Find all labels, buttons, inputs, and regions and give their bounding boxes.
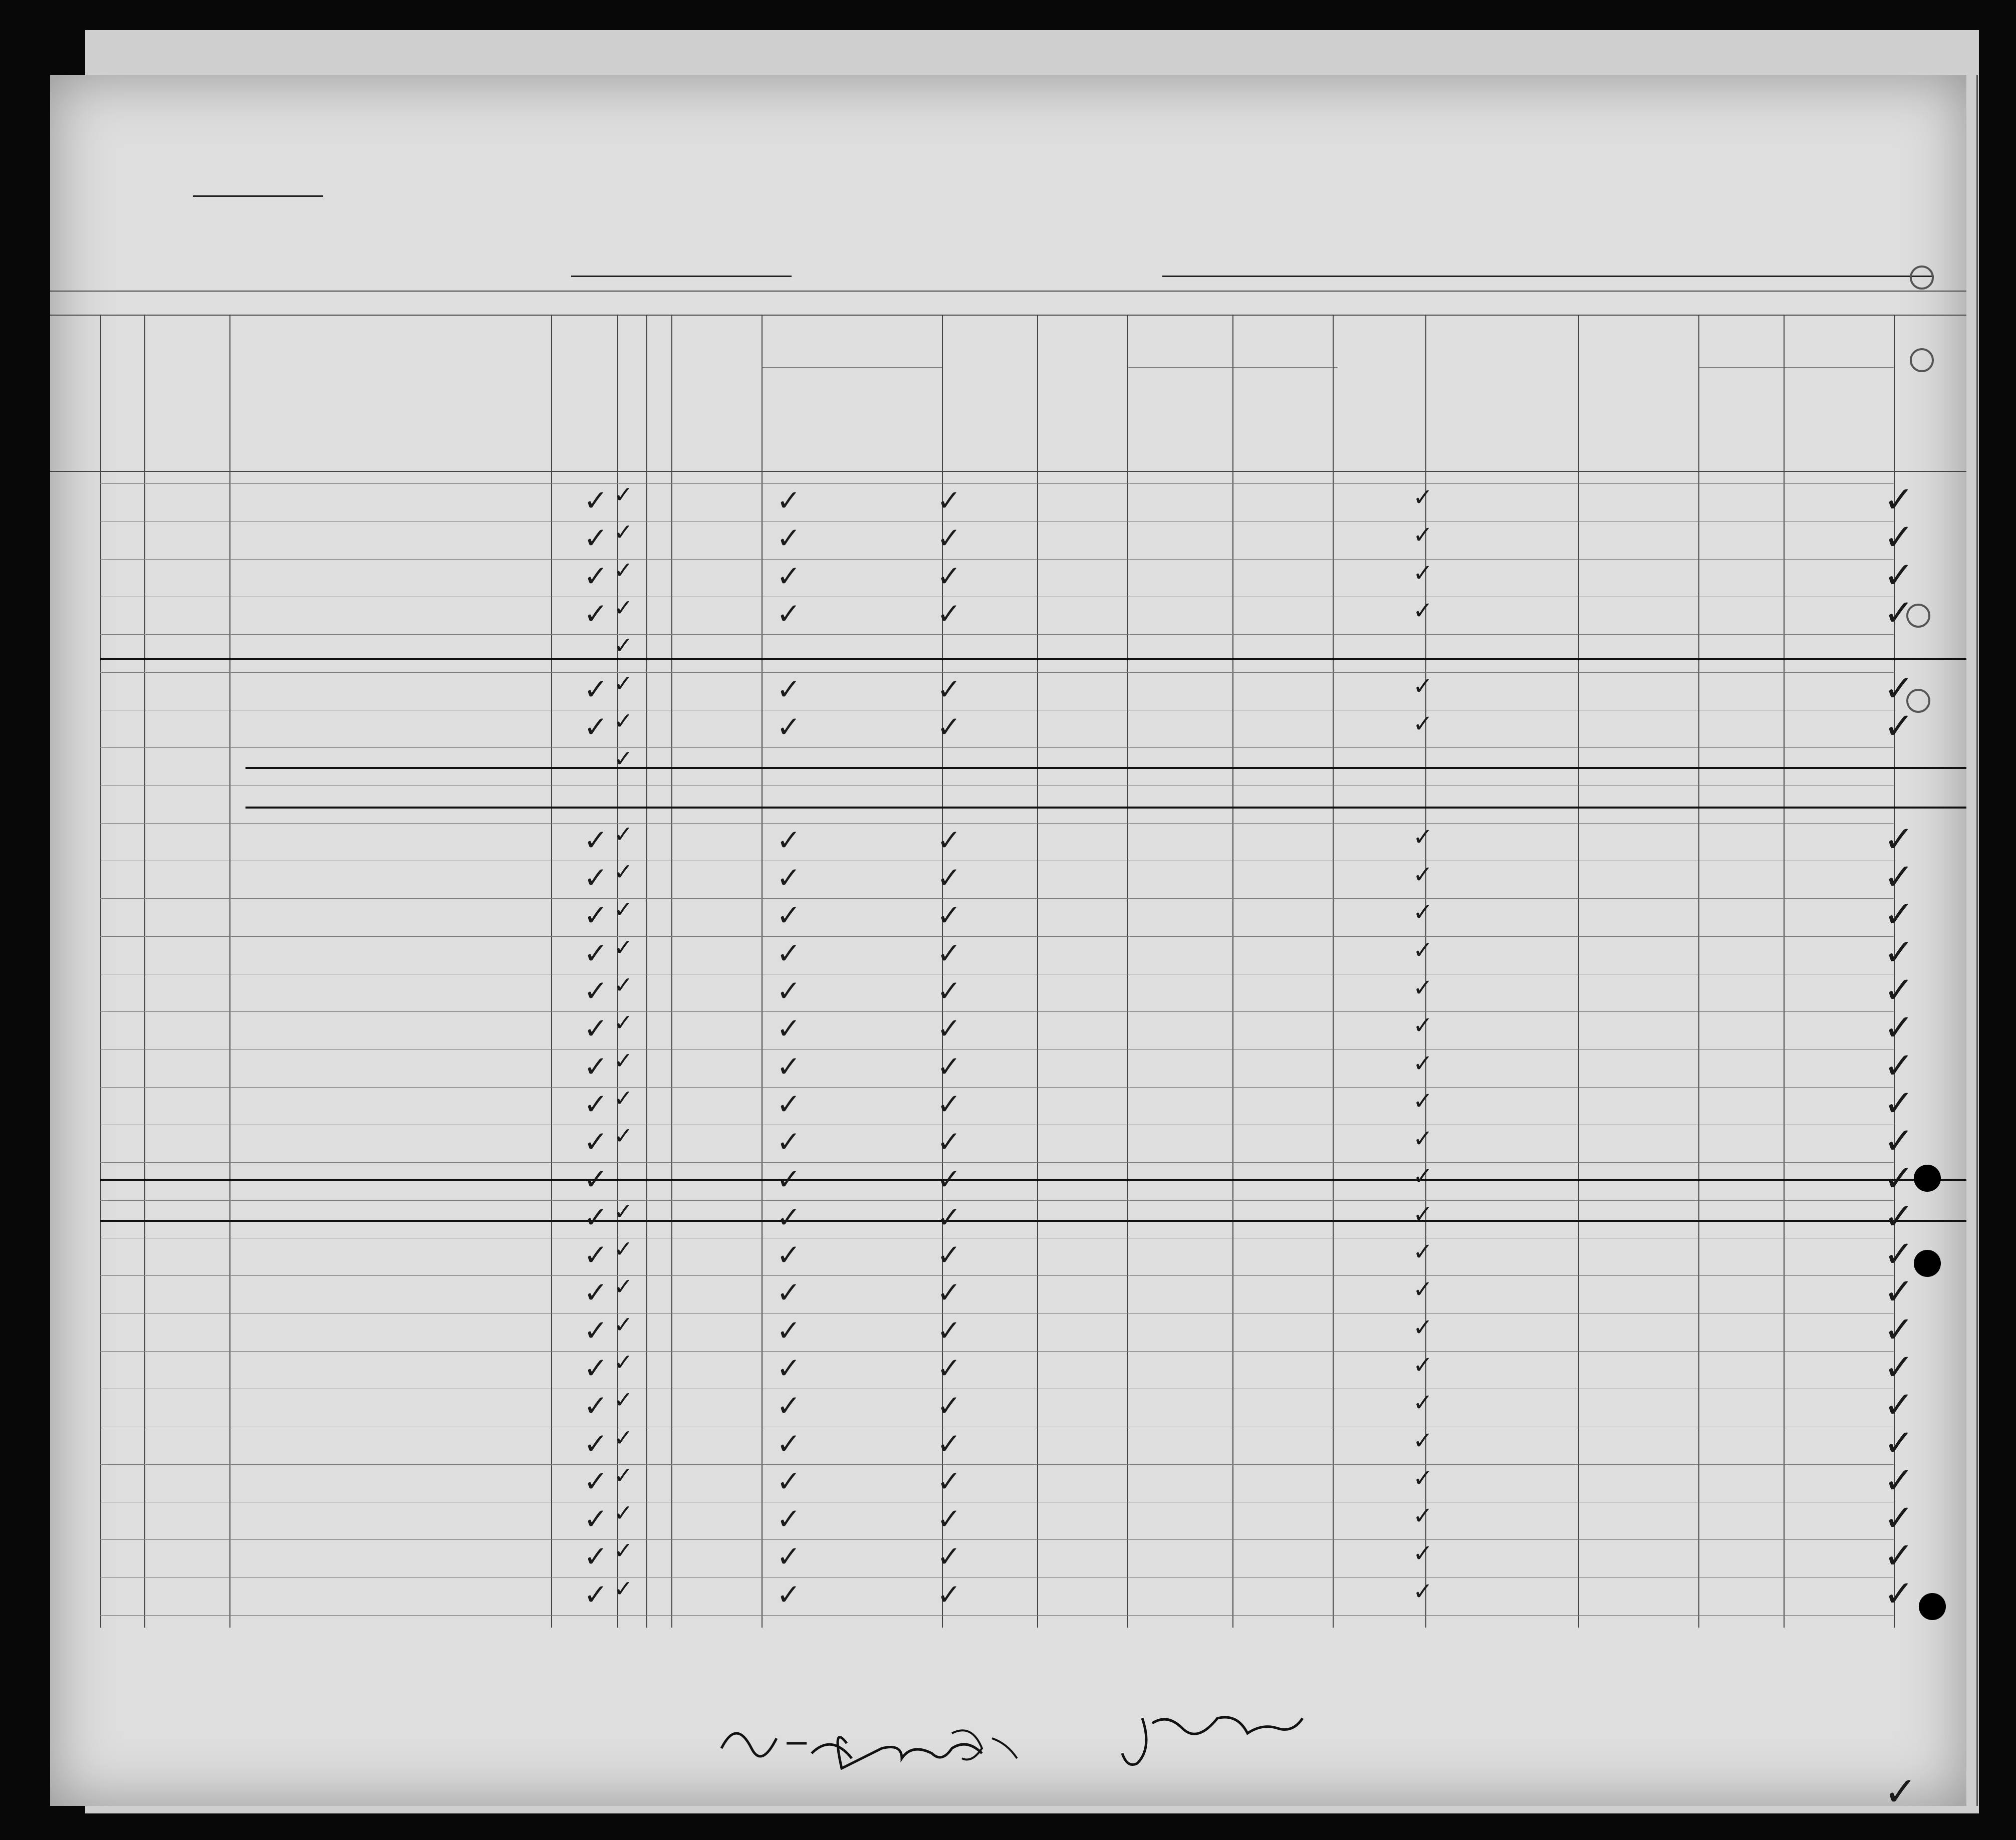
binding-hole <box>1910 348 1934 372</box>
check-mark: ✓ <box>614 1310 633 1338</box>
check-mark: ✓ <box>1413 1351 1433 1379</box>
grid-rule <box>1578 315 1579 1628</box>
check-mark: ✓ <box>584 1011 608 1046</box>
check-mark: ✓ <box>1884 1768 1918 1815</box>
check-mark: ✓ <box>614 971 633 998</box>
check-mark: ✓ <box>1884 667 1914 709</box>
grid-rule <box>551 315 552 1628</box>
check-mark: ✓ <box>777 898 801 933</box>
grid-rule <box>1784 315 1785 1628</box>
check-mark: ✓ <box>777 1502 801 1536</box>
check-mark: ✓ <box>614 1499 633 1527</box>
check-mark: ✓ <box>777 1351 801 1385</box>
grid-rule <box>100 1200 1894 1201</box>
port-underline <box>1162 276 1523 277</box>
check-mark: ✓ <box>777 1162 801 1197</box>
check-mark: ✓ <box>584 1125 608 1159</box>
check-mark: ✓ <box>614 594 633 621</box>
check-mark: ✓ <box>777 672 801 706</box>
check-mark: ✓ <box>584 559 608 593</box>
check-mark: ✓ <box>777 1577 801 1612</box>
check-mark: ✓ <box>937 1011 961 1046</box>
binding-hole <box>1919 1593 1946 1620</box>
check-mark: ✓ <box>584 936 608 970</box>
check-mark: ✓ <box>1884 1233 1914 1275</box>
check-mark: ✓ <box>1413 1502 1433 1530</box>
check-mark: ✓ <box>937 1389 961 1423</box>
grid-rule <box>100 483 1894 484</box>
check-mark: ✓ <box>614 1046 633 1074</box>
check-mark: ✓ <box>1884 1157 1914 1200</box>
grid-rule <box>100 1539 1894 1540</box>
check-mark: ✓ <box>937 973 961 1008</box>
grid-rule <box>100 634 1894 635</box>
grid-rule <box>100 1464 1894 1465</box>
check-mark: ✓ <box>584 1049 608 1084</box>
grid-rule <box>229 315 230 1628</box>
check-mark: ✓ <box>1884 1082 1914 1124</box>
grid-rule <box>100 1313 1894 1314</box>
check-mark: ✓ <box>937 823 961 857</box>
check-mark: ✓ <box>777 1087 801 1121</box>
check-mark: ✓ <box>937 1539 961 1574</box>
grid-rule <box>100 747 1894 748</box>
grid-rule <box>1698 315 1699 1628</box>
check-mark: ✓ <box>1884 1006 1914 1049</box>
check-mark: ✓ <box>614 1235 633 1262</box>
grid-rule <box>100 1275 1894 1276</box>
check-mark: ✓ <box>584 596 608 631</box>
check-mark: ✓ <box>584 1502 608 1536</box>
grid-rule <box>100 936 1894 937</box>
check-mark: ✓ <box>937 1087 961 1121</box>
check-mark: ✓ <box>584 1200 608 1234</box>
check-mark: ✓ <box>777 1464 801 1498</box>
grid-rule <box>1232 315 1233 1628</box>
grid-rule <box>100 1087 1894 1088</box>
check-mark: ✓ <box>1884 1497 1914 1539</box>
check-mark: ✓ <box>1413 521 1433 550</box>
check-mark: ✓ <box>584 672 608 706</box>
strike-line <box>100 658 1966 660</box>
grid-rule <box>50 291 1966 292</box>
check-mark: ✓ <box>614 1424 633 1451</box>
check-mark: ✓ <box>614 933 633 961</box>
grid-rule <box>1127 315 1128 1628</box>
check-mark: ✓ <box>614 1273 633 1300</box>
check-mark: ✓ <box>584 973 608 1008</box>
check-mark: ✓ <box>584 861 608 895</box>
check-mark: ✓ <box>1884 554 1914 596</box>
check-mark: ✓ <box>1413 898 1433 927</box>
check-mark: ✓ <box>614 1084 633 1112</box>
check-mark: ✓ <box>937 596 961 631</box>
check-mark: ✓ <box>777 861 801 895</box>
check-mark: ✓ <box>584 483 608 517</box>
check-mark: ✓ <box>1413 596 1433 625</box>
check-mark: ✓ <box>1413 1313 1433 1342</box>
check-mark: ✓ <box>777 483 801 517</box>
purser-signature <box>711 1688 1373 1808</box>
grid-rule <box>646 315 647 1628</box>
check-mark: ✓ <box>777 1011 801 1046</box>
check-mark: ✓ <box>1413 936 1433 964</box>
check-mark: ✓ <box>777 1200 801 1234</box>
check-mark: ✓ <box>1884 931 1914 973</box>
check-mark: ✓ <box>614 1386 633 1414</box>
grid-rule <box>762 367 942 368</box>
check-mark: ✓ <box>1884 856 1914 898</box>
grid-rule <box>671 315 672 1628</box>
list-underline <box>193 195 323 197</box>
sheet-edge <box>1976 75 1978 1806</box>
check-mark: ✓ <box>777 973 801 1008</box>
check-mark: ✓ <box>1413 823 1433 851</box>
check-mark: ✓ <box>1413 709 1433 738</box>
check-mark: ✓ <box>614 1461 633 1489</box>
check-mark: ✓ <box>1884 1195 1914 1237</box>
grid-rule <box>100 1162 1894 1163</box>
check-mark: ✓ <box>1413 1087 1433 1115</box>
check-mark: ✓ <box>584 1539 608 1574</box>
grid-rule <box>100 559 1894 560</box>
check-mark: ✓ <box>584 521 608 556</box>
grid-rule <box>1333 315 1334 1628</box>
strike-line <box>100 1179 1966 1181</box>
check-mark: ✓ <box>1413 1577 1433 1606</box>
check-mark: ✓ <box>937 672 961 706</box>
grid-rule <box>100 898 1894 899</box>
check-mark: ✓ <box>937 1275 961 1310</box>
check-mark: ✓ <box>614 1197 633 1225</box>
check-mark: ✓ <box>937 1162 961 1197</box>
check-mark: ✓ <box>584 709 608 744</box>
binding-hole <box>1914 1165 1941 1192</box>
check-mark: ✓ <box>1884 591 1914 634</box>
grid-rule <box>144 315 145 1628</box>
check-mark: ✓ <box>584 1351 608 1385</box>
check-mark: ✓ <box>1413 1275 1433 1304</box>
check-mark: ✓ <box>584 898 608 933</box>
check-mark: ✓ <box>1884 1421 1914 1464</box>
check-mark: ✓ <box>614 1009 633 1036</box>
check-mark: ✓ <box>777 1426 801 1461</box>
grid-rule <box>762 315 763 1628</box>
check-mark: ✓ <box>1884 1384 1914 1426</box>
grid-rule <box>100 1615 1894 1616</box>
check-mark: ✓ <box>1413 483 1433 511</box>
grid-rule <box>100 1011 1894 1012</box>
check-mark: ✓ <box>614 1537 633 1564</box>
check-mark: ✓ <box>1413 672 1433 700</box>
binding-hole <box>1906 604 1930 628</box>
check-mark: ✓ <box>937 559 961 593</box>
check-mark: ✓ <box>1413 1125 1433 1153</box>
check-mark: ✓ <box>614 820 633 848</box>
grid-rule <box>50 471 1966 472</box>
check-mark: ✓ <box>937 1351 961 1385</box>
check-mark: ✓ <box>1413 1238 1433 1266</box>
check-mark: ✓ <box>777 559 801 593</box>
check-mark: ✓ <box>614 632 633 659</box>
grid-rule <box>100 315 101 1628</box>
check-mark: ✓ <box>614 858 633 885</box>
check-mark: ✓ <box>584 823 608 857</box>
check-mark: ✓ <box>614 745 633 772</box>
check-mark: ✓ <box>937 1238 961 1272</box>
check-mark: ✓ <box>584 1275 608 1310</box>
check-mark: ✓ <box>937 1426 961 1461</box>
check-mark: ✓ <box>777 1275 801 1310</box>
check-mark: ✓ <box>1884 1534 1914 1577</box>
check-mark: ✓ <box>937 1464 961 1498</box>
grid-rule <box>100 823 1894 824</box>
check-mark: ✓ <box>614 1574 633 1602</box>
check-mark: ✓ <box>1413 1049 1433 1078</box>
check-mark: ✓ <box>937 1200 961 1234</box>
check-mark: ✓ <box>584 1313 608 1348</box>
check-mark: ✓ <box>777 709 801 744</box>
check-mark: ✓ <box>584 1087 608 1121</box>
check-mark: ✓ <box>1884 1572 1914 1615</box>
check-mark: ✓ <box>614 481 633 508</box>
grid-rule <box>50 315 1966 316</box>
check-mark: ✓ <box>937 483 961 517</box>
check-mark: ✓ <box>1884 516 1914 559</box>
check-mark: ✓ <box>1413 1011 1433 1040</box>
check-mark: ✓ <box>937 1049 961 1084</box>
check-mark: ✓ <box>614 556 633 584</box>
check-mark: ✓ <box>777 1125 801 1159</box>
check-mark: ✓ <box>1884 818 1914 860</box>
binding-hole <box>1914 1250 1941 1277</box>
check-mark: ✓ <box>777 596 801 631</box>
check-mark: ✓ <box>1884 968 1914 1011</box>
grid-rule <box>100 1049 1894 1050</box>
check-mark: ✓ <box>584 1389 608 1423</box>
check-mark: ✓ <box>1884 1270 1914 1313</box>
check-mark: ✓ <box>1413 861 1433 889</box>
check-mark: ✓ <box>777 823 801 857</box>
check-mark: ✓ <box>614 1348 633 1376</box>
check-mark: ✓ <box>1413 1464 1433 1492</box>
check-mark: ✓ <box>937 1125 961 1159</box>
ship-underline <box>571 276 792 277</box>
check-mark: ✓ <box>777 1389 801 1423</box>
check-mark: ✓ <box>614 1122 633 1150</box>
date-underline <box>1523 276 1934 277</box>
check-mark: ✓ <box>777 936 801 970</box>
grid-rule <box>1698 367 1894 368</box>
grid-rule <box>100 672 1894 673</box>
check-mark: ✓ <box>584 1162 608 1197</box>
check-mark: ✓ <box>1413 1200 1433 1228</box>
strike-line <box>245 767 1966 769</box>
check-mark: ✓ <box>937 709 961 744</box>
check-mark: ✓ <box>1413 1389 1433 1417</box>
check-mark: ✓ <box>1413 1539 1433 1568</box>
check-mark: ✓ <box>1884 1459 1914 1501</box>
check-mark: ✓ <box>1413 973 1433 1002</box>
check-mark: ✓ <box>614 669 633 697</box>
check-mark: ✓ <box>777 1313 801 1348</box>
check-mark: ✓ <box>1884 478 1914 520</box>
manifest-sheet <box>50 75 1966 1806</box>
check-mark: ✓ <box>1413 1426 1433 1455</box>
check-mark: ✓ <box>937 1502 961 1536</box>
check-mark: ✓ <box>777 1238 801 1272</box>
check-mark: ✓ <box>937 898 961 933</box>
strike-line <box>100 1220 1966 1222</box>
check-mark: ✓ <box>614 896 633 923</box>
check-mark: ✓ <box>937 936 961 970</box>
check-mark: ✓ <box>584 1426 608 1461</box>
check-mark: ✓ <box>777 1049 801 1084</box>
check-mark: ✓ <box>584 1464 608 1498</box>
grid-rule <box>1037 315 1038 1628</box>
check-mark: ✓ <box>1413 1162 1433 1191</box>
check-mark: ✓ <box>584 1577 608 1612</box>
check-mark: ✓ <box>614 707 633 734</box>
check-mark: ✓ <box>937 1577 961 1612</box>
check-mark: ✓ <box>1884 1346 1914 1388</box>
check-mark: ✓ <box>777 521 801 556</box>
check-mark: ✓ <box>937 1313 961 1348</box>
grid-rule <box>100 1351 1894 1352</box>
check-mark: ✓ <box>937 861 961 895</box>
check-mark: ✓ <box>1413 559 1433 587</box>
check-mark: ✓ <box>937 521 961 556</box>
binding-hole <box>1910 266 1934 290</box>
check-mark: ✓ <box>1884 1120 1914 1162</box>
check-mark: ✓ <box>1884 1044 1914 1087</box>
check-mark: ✓ <box>1884 1308 1914 1351</box>
check-mark: ✓ <box>614 518 633 546</box>
check-mark: ✓ <box>1884 893 1914 936</box>
check-mark: ✓ <box>584 1238 608 1272</box>
check-mark: ✓ <box>1884 704 1914 747</box>
strike-line <box>245 807 1966 809</box>
check-mark: ✓ <box>777 1539 801 1574</box>
binding-hole <box>1906 689 1930 713</box>
